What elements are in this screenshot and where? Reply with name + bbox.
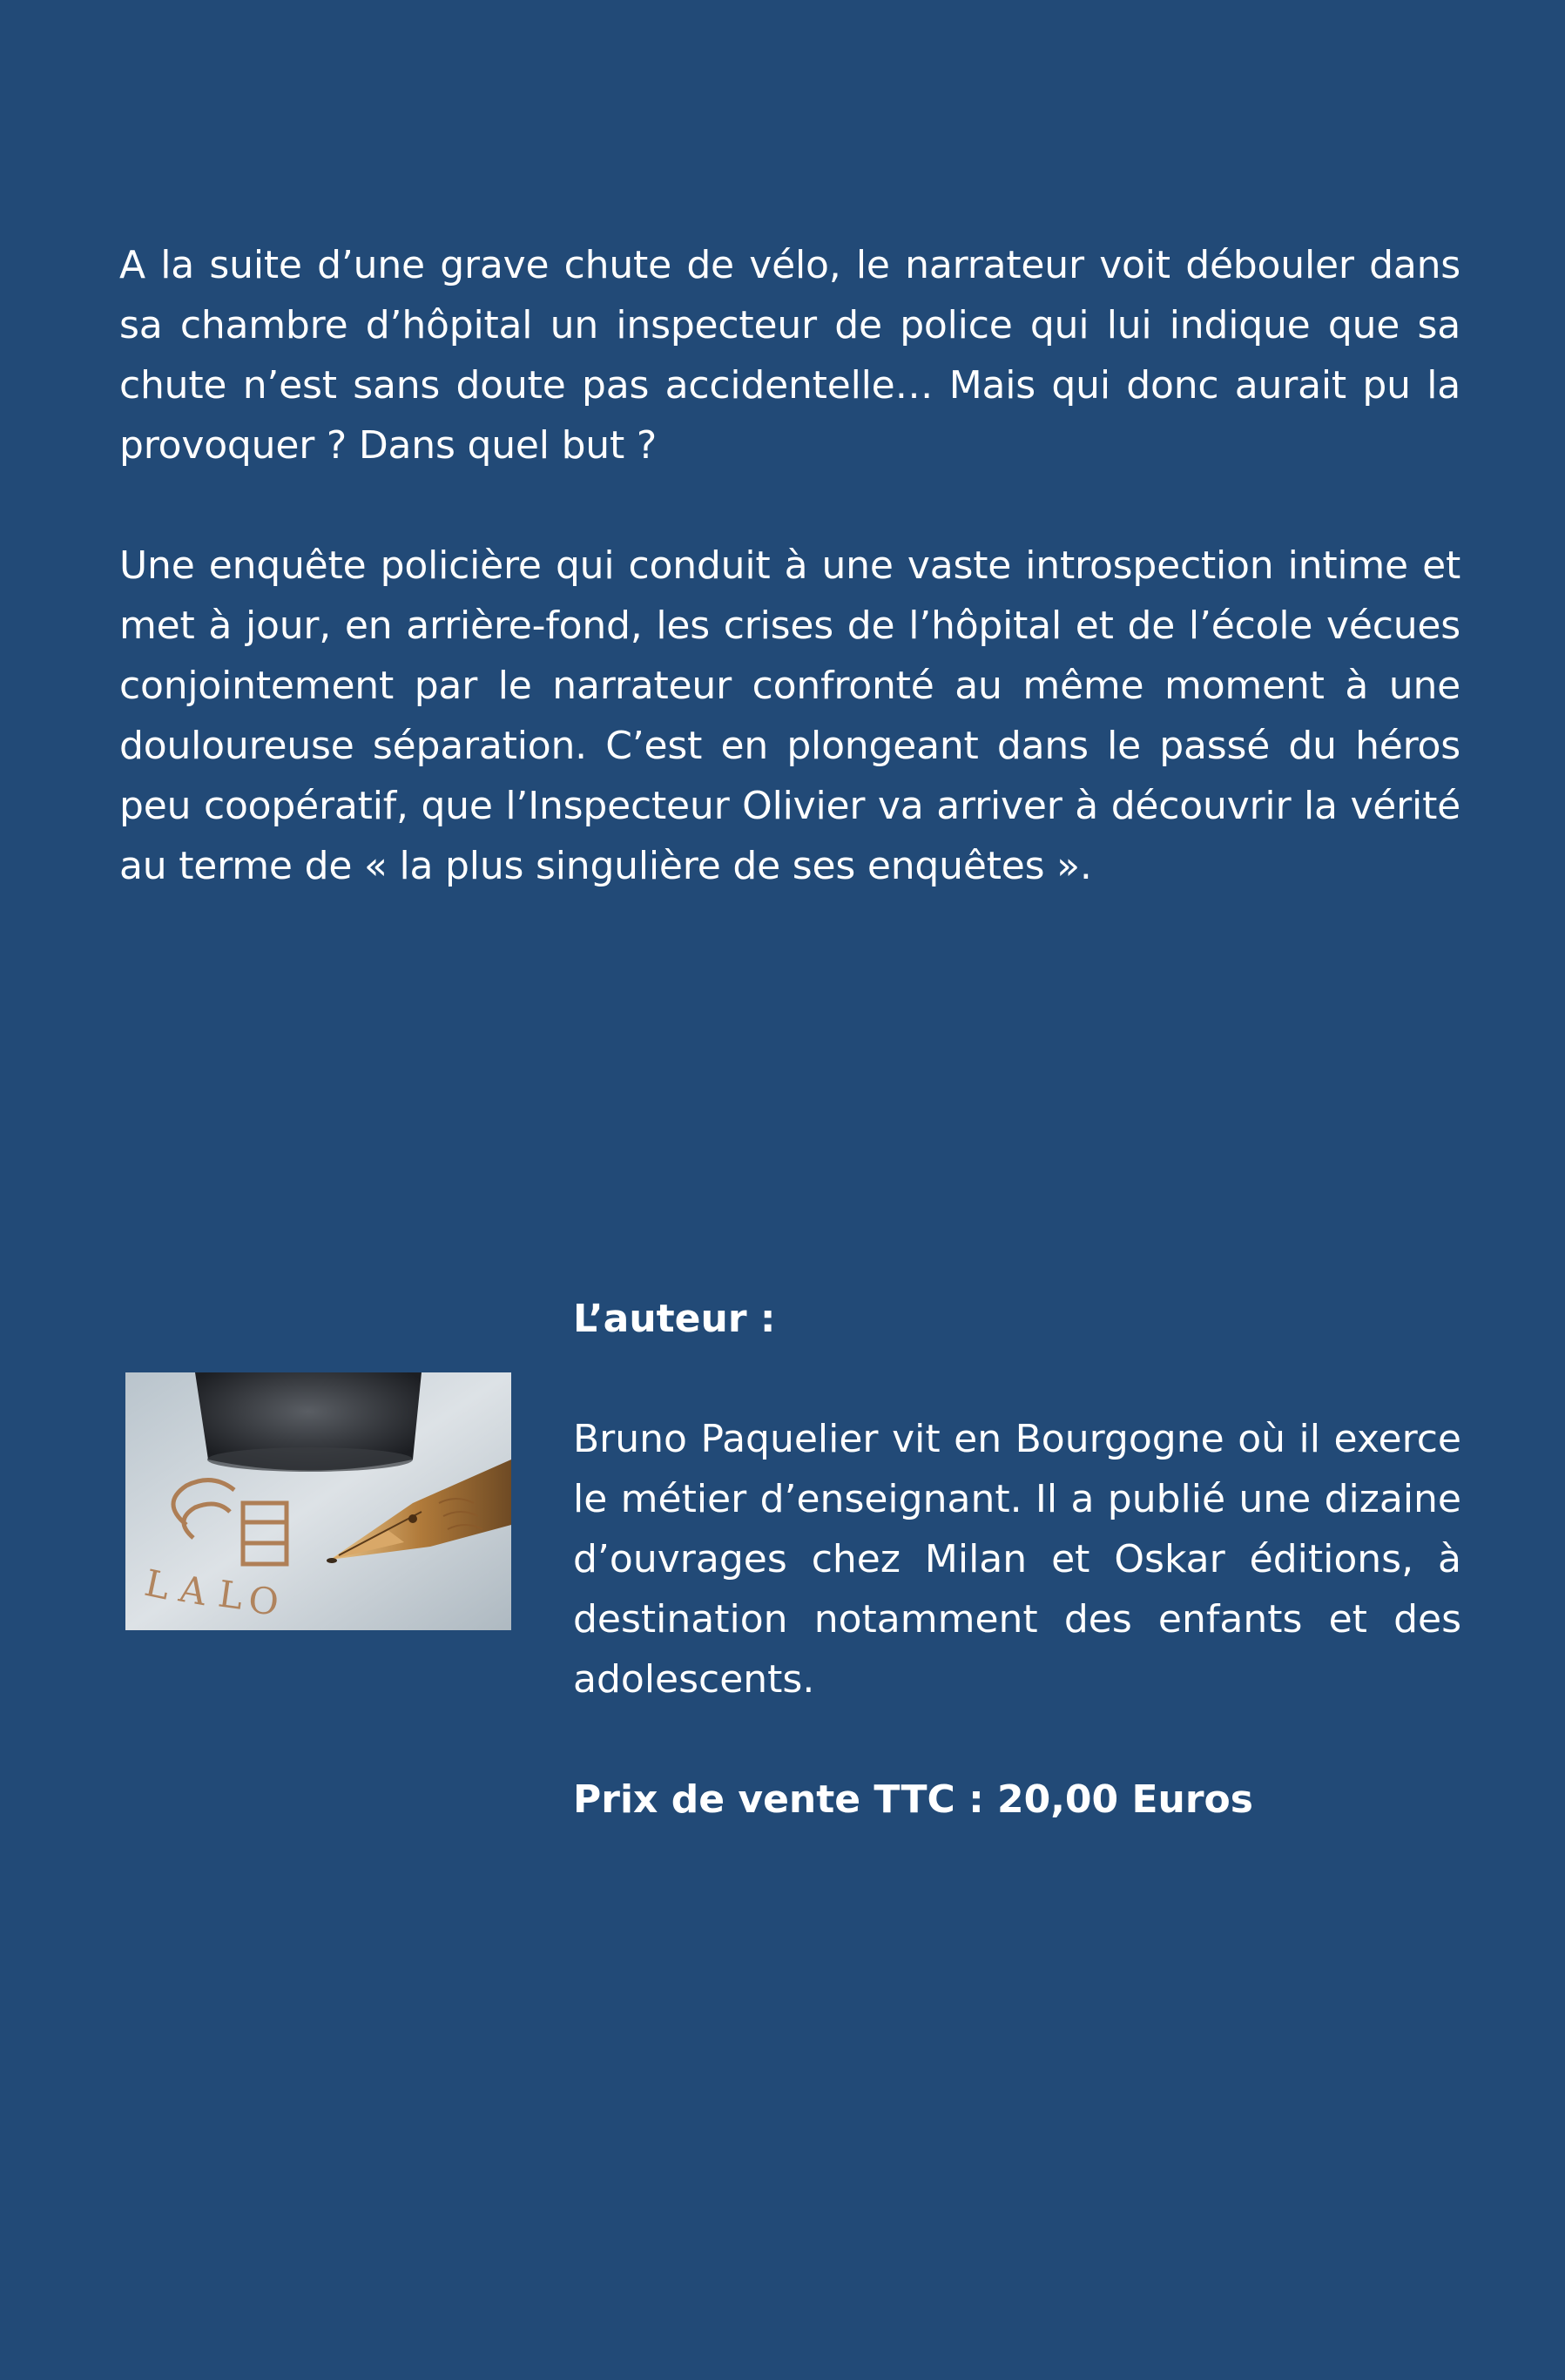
author-heading: L’auteur :	[573, 1297, 776, 1341]
fountain-pen-photo-icon	[125, 1372, 511, 1630]
svg-text:L: L	[140, 1561, 174, 1608]
svg-text:L: L	[215, 1572, 246, 1618]
price-label: Prix de vente TTC : 20,00 Euros	[573, 1777, 1253, 1822]
synopsis-paragraph-2: Une enquête policière qui conduit à une vaste introspection intime et met à jour, en arrière-fond, les crises de l’hôpital et de l’école vécues conjointement par le narrateur confronté au même moment à une douloureuse séparation. C’est en plongeant dans le passé du héros peu coopératif, que l’Inspecteur Olivier va arriver à découvrir la vérité au terme de « la plus singulière de ses enquêtes ».	[119, 543, 1460, 888]
synopsis-paragraph-1: A la suite d’une grave chute de vélo, le narrateur voit débouler dans sa chambre d’hôpital un inspecteur de police qui lui indique que sa chute n’est sans doute pas accidentelle… Mais qui donc aurait pu la provoquer ? Dans quel but ?	[119, 243, 1460, 468]
author-block	[573, 1289, 1461, 1830]
author-photo	[125, 1372, 511, 1630]
synopsis	[119, 235, 1460, 896]
author-bio: Bruno Paquelier vit en Bourgogne où il exerce le métier d’enseignant. Il a publié une dizaine d’ouvrages chez Milan et Oskar éditions, à destination notamment des enfants et des adolescents.	[573, 1417, 1461, 1702]
svg-text:A: A	[176, 1567, 210, 1615]
svg-text:O: O	[246, 1578, 281, 1624]
